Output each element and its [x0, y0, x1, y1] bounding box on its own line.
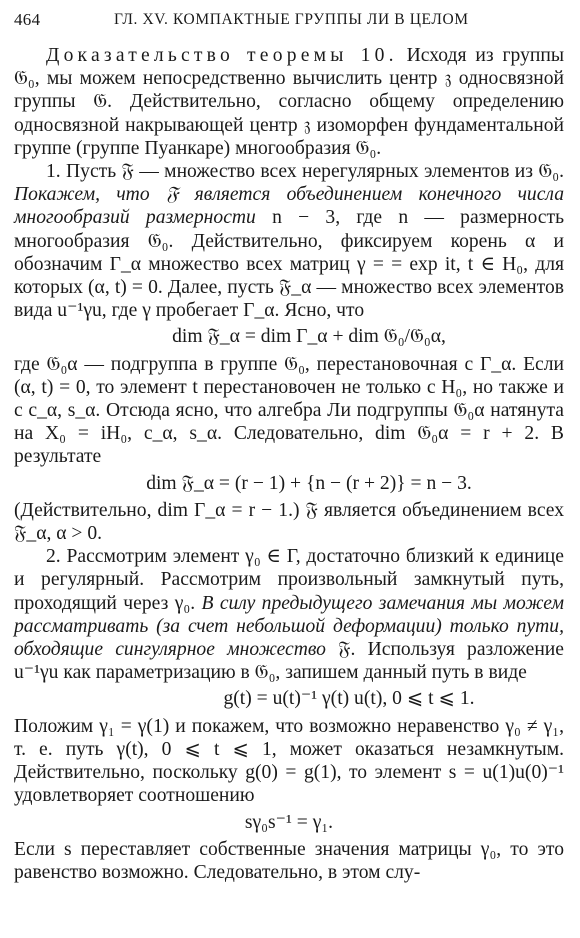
formula-path: g(t) = u(t)⁻¹ γ(t) u(t), 0 ⩽ t ⩽ 1. — [223, 688, 475, 710]
step-1-lead: 1. Пусть 𝔉 — множество всех нерегулярных элементов из 𝔊₀. — [46, 161, 564, 183]
page-body — [14, 44, 564, 884]
proof-heading: Доказательство теоремы 10. — [46, 45, 398, 66]
step-1-claim: Покажем, что 𝔉 является объединением конечного числа многообразий размерности — [14, 184, 564, 229]
paragraph-gamma: Положим γ₁ = γ(1) и покажем, что возможно неравенство γ₀ ≠ γ₁, т. е. путь γ(t), 0 ⩽ t ⩽ 1, может оказаться незамкнутым. Действительно, поскольку g(0) = g(1), то элемент s = u(1)u(0)⁻¹ удовлетворяет соотношению — [14, 715, 564, 807]
paragraph-subgroup: где 𝔊₀α — подгруппа в группе 𝔊₀, перестановочная с Γ_α. Если (α, t) = 0, то элемент t перестановочен не только с H₀, но также и с c_α, s_α. Отсюда ясно, что алгебра Ли подгруппы 𝔊₀α натянута на X₀ = iH₀, c_α, s_α. Следовательно, dim 𝔊₀α = r + 2. В результате — [14, 353, 564, 468]
page-number: 464 — [14, 10, 41, 29]
paragraph-union: (Действительно, dim Γ_α = r − 1.) 𝔉 является объединением всех 𝔉_α, α > 0. — [14, 499, 564, 545]
paragraph-eigenvalues: Если s переставляет собственные значения матрицы γ₀, то это равенство возможно. Следовательно, в этом слу- — [14, 838, 564, 883]
step-2-text: 𝔉. Используя разложение u⁻¹γu как параметризацию в 𝔊₀, запишем данный путь в виде — [14, 639, 564, 684]
formula-conjugation: sγ₀s⁻¹ = γ₁. — [244, 811, 334, 833]
proof-intro-text: Исходя из группы 𝔊₀, мы можем непосредственно вычислить центр 𝔷 односвязной группы 𝔊. Действительно, согласно общему определению односвязной накрывающей центр 𝔷 изоморфен фундаментальной группе (группе Пуанкаре) многообразия 𝔊₀. — [14, 45, 565, 159]
running-title: ГЛ. XV. КОМПАКТНЫЕ ГРУППЫ ЛИ В ЦЕЛОМ — [114, 11, 469, 28]
paragraph-step-2 — [14, 545, 564, 684]
formula-dim-f-alpha: dim 𝔉_α = dim Γ_α + dim 𝔊₀/𝔊₀α, — [172, 326, 446, 348]
step-1-text: n − 3, где n — размерность многообразия 𝔊₀. Действительно, фиксируем корень α и обозначим Γ_α множество всех матриц γ = = exp it, t ∈ H₀, для которых (α, t) = 0. Далее, пусть 𝔉_α — множество всех элементов вида u⁻¹γu, где γ пробегает Γ_α. Ясно, что — [14, 207, 564, 322]
paragraph-proof-intro — [14, 44, 564, 160]
step-2-claim: В силу предыдущего замечания мы можем рассматривать (за счет небольшой деформации) только пути, обходящие сингулярное множество — [14, 592, 564, 661]
formula-dim-result: dim 𝔉_α = (r − 1) + {n − (r + 2)} = n − 3. — [146, 472, 472, 494]
step-2-lead: 2. Рассмотрим элемент γ₀ ∈ Γ, достаточно близкий к единице и регулярный. Рассмотрим произвольный замкнутый путь, проходящий через γ₀. — [14, 546, 564, 614]
paragraph-step-1 — [14, 160, 564, 322]
page-header — [14, 10, 564, 44]
